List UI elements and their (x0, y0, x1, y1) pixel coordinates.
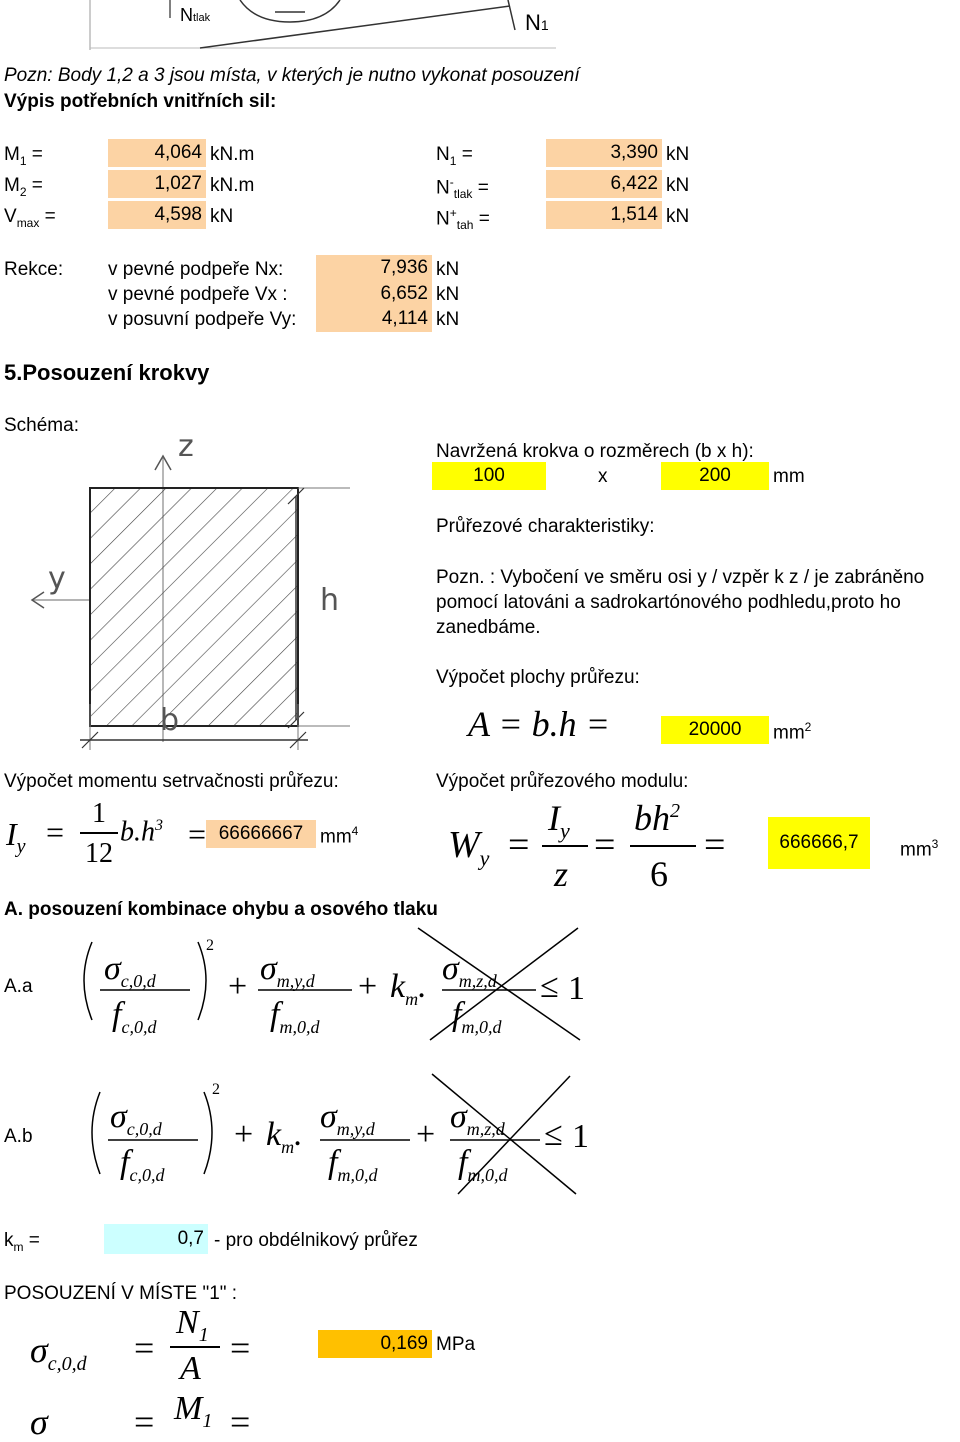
modulus-sym: $W_y$ (448, 824, 490, 871)
formula-ab-label: A.b (4, 1126, 33, 1147)
inertia-eq: = (46, 814, 65, 850)
area-value: 20000 (661, 716, 769, 744)
ab-f-m2: $f_{m,0,d}$ (458, 1144, 508, 1185)
reaction-value-nx: 7,936 (316, 255, 432, 281)
force-value-vmax: 4,598 (108, 201, 206, 229)
ab-sigma-mz: $\sigma_{m,z,d}$ (450, 1098, 505, 1139)
point1-eq: = (134, 1328, 155, 1368)
km-value: 0,7 (104, 1224, 208, 1254)
reaction-unit-vx: kN (436, 284, 460, 305)
modulus-value: 666666,7 (768, 817, 870, 869)
ab-plus-1: + (234, 1116, 254, 1153)
reaction-value-vx: 6,652 (316, 281, 432, 306)
inertia-sym: $I_y$ (6, 816, 26, 858)
ab-square: 2 (212, 1081, 220, 1098)
aa-sigma-my: $\sigma_{m,y,d}$ (260, 950, 315, 991)
point1-sigma2: σ (30, 1402, 48, 1442)
axis-label-y: y (48, 561, 66, 596)
formula-aa-label: A.a (4, 976, 33, 997)
area-formula: A = b.h = (468, 704, 610, 744)
reaction-text-vx: v pevné podpeře Vx : (108, 284, 288, 305)
force-unit-m2: kN.m (210, 175, 255, 196)
dim-label-b: b (160, 703, 180, 738)
point1-eq4: = (230, 1402, 251, 1442)
reaction-text-vy: v posuvní podpeře Vy: (108, 309, 297, 330)
ab-sigma-my: $\sigma_{m,y,d}$ (320, 1098, 375, 1139)
aa-f-c: $f_{c,0,d}$ (112, 996, 157, 1037)
point1-eq3: = (134, 1402, 155, 1442)
section-title: 5.Posouzení krokvy (4, 360, 210, 385)
design-label: Navržená krokva o rozměrech (b x h): (436, 441, 754, 462)
reactions-label: Rekce: (4, 259, 64, 280)
ab-one: 1 (572, 1118, 589, 1155)
force-value-ntah: 1,514 (546, 201, 662, 229)
dim-label-h: h (320, 583, 340, 618)
modulus-label: Výpočet průřezového modulu: (436, 771, 689, 792)
force-label-ntah: $N^+_{tah}$ = (436, 206, 490, 233)
ab-km: $k_m$. (266, 1116, 303, 1157)
aa-km: $k_m$. (390, 968, 427, 1009)
pozn-line-3: zanedbáme. (436, 617, 541, 638)
force-value-n1: 3,390 (546, 139, 662, 167)
axis-label-z: z (178, 429, 194, 464)
aa-sigma-c: $\sigma_{c,0,d}$ (104, 950, 156, 991)
ab-f-m: $f_{m,0,d}$ (328, 1144, 378, 1185)
aa-one: 1 (568, 970, 585, 1007)
force-unit-m1: kN.m (210, 144, 255, 165)
modulus-f1-den: z (554, 854, 569, 894)
inertia-eq2: = (188, 816, 207, 852)
point1-title: POSOUZENÍ V MÍSTE "1" : (4, 1283, 238, 1304)
point1-sigma: $\sigma_{c,0,d}$ (30, 1330, 87, 1376)
modulus-eq3: = (704, 824, 726, 866)
schema-label: Schéma: (4, 415, 79, 436)
modulus-f2-den: 6 (650, 854, 668, 894)
design-unit: mm (773, 466, 805, 487)
force-value-m1: 4,064 (108, 139, 206, 167)
top-figure-svg (90, 0, 560, 50)
point1-value: 0,169 (318, 1330, 432, 1358)
force-label-m2: $M_2$ = (4, 175, 43, 199)
modulus-eq2: = (594, 824, 616, 866)
point1-unit: MPa (436, 1334, 476, 1355)
aa-le: ≤ (540, 968, 559, 1005)
point1-eq2: = (230, 1328, 251, 1368)
force-value-m2: 1,027 (108, 170, 206, 198)
force-value-ntlak: 6,422 (546, 170, 662, 198)
inertia-fraction-bar (80, 832, 118, 834)
reaction-text-nx: v pevné podpeře Nx: (108, 259, 284, 280)
aa-plus-2: + (358, 968, 378, 1005)
ab-sigma-c: $\sigma_{c,0,d}$ (110, 1098, 162, 1139)
note-text: Pozn: Body 1,2 a 3 jsou místa, v kterých je nutno vykonat posouzení (4, 65, 580, 86)
force-label-m1: $M_1$ = (4, 144, 43, 168)
point1-num2: $M_1$ (174, 1390, 213, 1432)
check-a-title: A. posouzení kombinace ohybu a osového tlaku (4, 899, 438, 920)
inertia-unit: $mm^4$ (320, 824, 359, 848)
area-label: Výpočet plochy průřezu: (436, 667, 640, 688)
point1-den: A (180, 1350, 201, 1387)
force-label-n1: $N_1$ = (436, 144, 473, 168)
ab-plus-2: + (416, 1116, 436, 1153)
reaction-unit-nx: kN (436, 259, 460, 280)
km-note: - pro obdélnikový průřez (214, 1230, 418, 1251)
pozn-line-1: Pozn. : Vybočení ve směru osi y / vzpěr k z / je zabráněno (436, 567, 925, 588)
area-unit: $mm^2$ (773, 720, 812, 744)
force-label-vmax: $V_{max}$ = (4, 206, 56, 230)
reaction-unit-vy: kN (436, 309, 460, 330)
aa-f-m: $f_{m,0,d}$ (270, 996, 320, 1037)
point1-num: $N_1$ (176, 1304, 209, 1346)
modulus-unit: $mm^3$ (900, 837, 939, 861)
force-unit-ntah: kN (666, 206, 690, 227)
aa-sigma-mz: $\sigma_{m,z,d}$ (442, 950, 497, 991)
top-fig-ntlak: Ntlak (180, 5, 211, 25)
modulus-f2-num: $bh^2$ (634, 798, 680, 838)
inertia-num: 1 (92, 798, 106, 829)
modulus-f1-num: $I_y$ (548, 798, 570, 844)
km-label: $k_m$ = (4, 1230, 40, 1254)
cross-section-diagram (20, 430, 380, 760)
reaction-value-vy: 4,114 (316, 306, 432, 332)
aa-square: 2 (206, 937, 214, 954)
ab-le: ≤ (544, 1116, 563, 1153)
design-h-value: 200 (661, 462, 769, 490)
top-figure (90, 0, 560, 50)
aa-f-m2: $f_{m,0,d}$ (452, 996, 502, 1037)
design-x: x (598, 466, 608, 487)
inertia-rhs: $b.h^3$ (120, 816, 163, 848)
inertia-value: 66666667 (206, 820, 316, 848)
forces-heading: Výpis potřebních vnitřních sil: (4, 91, 277, 112)
top-fig-n1: N1 (525, 10, 549, 35)
inertia-label: Výpočet momentu setrvačnosti průřezu: (4, 771, 339, 792)
force-unit-n1: kN (666, 144, 690, 165)
force-label-ntlak: $N^-_{tlak}$ = (436, 175, 489, 202)
props-label: Průřezové charakteristiky: (436, 516, 655, 537)
modulus-eq1: = (508, 824, 530, 866)
point1-bar (170, 1346, 220, 1348)
modulus-f2-bar (630, 845, 696, 847)
design-b-value: 100 (432, 462, 546, 490)
force-unit-ntlak: kN (666, 175, 690, 196)
aa-plus-1: + (228, 968, 248, 1005)
ab-f-c: $f_{c,0,d}$ (120, 1144, 165, 1185)
force-unit-vmax: kN (210, 206, 234, 227)
modulus-f1-bar (542, 845, 588, 847)
pozn-line-2: pomocí latováni a sadrokartónového podhledu,proto ho (436, 592, 901, 613)
inertia-den: 12 (85, 838, 113, 869)
